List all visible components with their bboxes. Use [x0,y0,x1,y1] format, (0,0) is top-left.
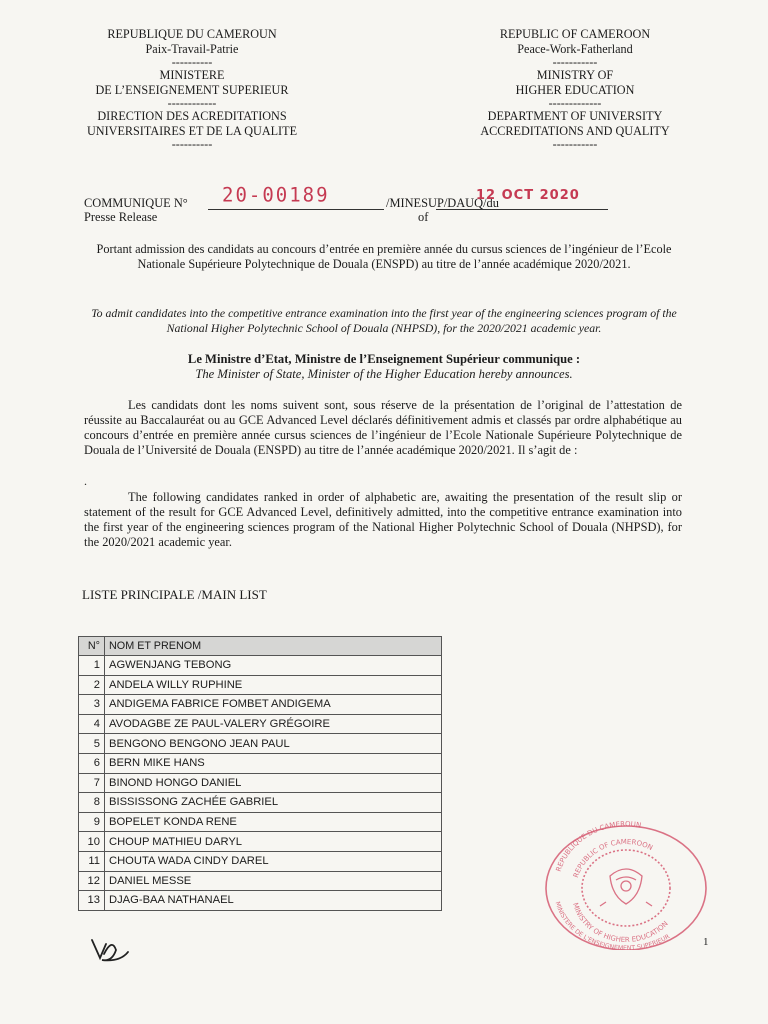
reference-mid-text: /MINESUP/DAUQ/du [386,196,499,210]
country-fr: REPUBLIQUE DU CAMEROUN [107,27,277,41]
department-en-line2: ACCREDITATIONS AND QUALITY [480,123,670,138]
ministry-fr-line1: MINISTERE [159,68,225,82]
row-number: 10 [79,832,105,852]
table-row [79,832,442,852]
row-number: 6 [79,753,105,773]
separator: ------------ [167,96,217,110]
header-left [62,27,322,150]
candidate-name: CHOUTA WADA CINDY DAREL [105,851,442,871]
row-number: 4 [79,714,105,734]
candidate-name: ANDIGEMA FABRICE FOMBET ANDIGEMA [105,695,442,715]
candidate-name: ANDELA WILLY RUPHINE [105,675,442,695]
date-stamp: 12 OCT 2020 [476,188,580,203]
row-number: 3 [79,695,105,715]
candidate-name: CHOUP MATHIEU DARYL [105,832,442,852]
reference-number-stamp: 20-00189 [222,183,330,207]
table-row [79,793,442,813]
bullet-dot: . [84,474,87,488]
minister-line-en: The Minister of State, Minister of the Higher Education hereby announces. [195,367,573,381]
candidate-name: BENGONO BENGONO JEAN PAUL [105,734,442,754]
separator: ----------- [552,137,598,151]
row-number: 9 [79,812,105,832]
candidate-name: DANIEL MESSE [105,871,442,891]
department-fr-line1: DIRECTION DES ACREDITATIONS [97,109,287,123]
table-row [79,734,442,754]
row-number: 11 [79,851,105,871]
separator: ------------- [548,96,602,110]
country-en: REPUBLIC OF CAMEROON [499,27,651,41]
table-row [79,695,442,715]
of-label: of [418,210,429,224]
table-row [79,675,442,695]
minister-line-fr: Le Ministre d’Etat, Ministre de l’Enseignement Supérieur communique : [187,352,581,366]
date-underline [436,209,608,210]
table-row [79,656,442,676]
candidate-name: AVODAGBE ZE PAUL-VALERY GRÉGOIRE [105,714,442,734]
communique-label: COMMUNIQUE N° [84,196,188,210]
row-number: 2 [79,675,105,695]
paragraph-french: Les candidats dont les noms suivent sont, sous réserve de la présentation de l’original de l’attestation de réussite au Baccalauréat ou au GCE Advanced Level déclarés définitivement admis et classés par ordre alphabétique au concours d’entrée en première année cursus sciences de l’ingénieur de l’Ecole Nationale Supérieure Polytechnique de Douala de l’Université de Douala (ENSPD) au titre de l’année académique 2020/2021. Il s’agit de : [84,398,682,457]
header-right [445,27,705,150]
candidate-name: BERN MIKE HANS [105,753,442,773]
table-row [79,753,442,773]
table-row [79,891,442,911]
list-title: LISTE PRINCIPALE /MAIN LIST [82,587,267,602]
handwritten-initials [86,930,136,972]
communique-reference [84,183,644,228]
column-header-name: NOM ET PRENOM [105,637,442,656]
motto-fr: Paix-Travail-Patrie [145,41,239,56]
title-french: Portant admission des candidats au concours d’entrée en première année du cursus sciences de l’ingénieur de l’Ecole Nationale Supérieure Polytechnique de Douala (ENSPD) au titre de l’année académique 2020/2021. [96,242,672,271]
svg-text:MINISTERE DE L'ENSEIGNEMENT SU: MINISTERE DE L'ENSEIGNEMENT SUPERIEUR [553,900,672,950]
row-number: 12 [79,871,105,891]
row-number: 13 [79,891,105,911]
minister-announcement [80,352,688,382]
svg-text:REPUBLIQUE DU CAMEROUN: REPUBLIQUE DU CAMEROUN [554,820,642,873]
title-english: To admit candidates into the competitive entrance examination into the first year of the engineering sciences program of the National Higher Polytechnic School of Douala (NHPSD), for the 2020/2021 academic year. [91,306,677,335]
table-row [79,773,442,793]
table-row [79,812,442,832]
candidate-name: BOPELET KONDA RENE [105,812,442,832]
table-row [79,851,442,871]
motto-en: Peace-Work-Fatherland [517,41,633,56]
ministry-en-line1: MINISTRY OF [536,68,614,82]
candidate-name: DJAG-BAA NATHANAEL [105,891,442,911]
number-underline [208,209,384,210]
department-en-line1: DEPARTMENT OF UNIVERSITY [487,109,663,123]
row-number: 5 [79,734,105,754]
candidates-table [78,636,442,911]
column-header-number: N° [79,637,105,656]
table-header-row [79,637,442,656]
coat-of-arms-icon [600,869,652,906]
candidate-name: BINOND HONGO DANIEL [105,773,442,793]
department-fr-line2: UNIVERSITAIRES ET DE LA QUALITE [86,123,298,138]
table-row [79,871,442,891]
separator: ---------- [171,137,213,151]
row-number: 8 [79,793,105,813]
page-number: 1 [703,936,709,948]
candidate-name: BISSISSONG ZACHÉE GABRIEL [105,793,442,813]
official-seal-stamp [540,818,712,950]
row-number: 1 [79,656,105,676]
table-row [79,714,442,734]
candidate-name: AGWENJANG TEBONG [105,656,442,676]
ministry-fr-line2: DE L’ENSEIGNEMENT SUPERIEUR [95,82,289,97]
row-number: 7 [79,773,105,793]
ministry-en-line2: HIGHER EDUCATION [515,82,635,97]
svg-text:MINISTRY OF HIGHER EDUCATION: MINISTRY OF HIGHER EDUCATION [571,901,670,945]
separator: ----------- [552,55,598,69]
separator: ---------- [171,55,213,69]
paragraph-english: The following candidates ranked in order of alphabetic are, awaiting the presentation of the result slip or statement of the result for GCE Advanced Level, definitively admitted, into the competitive entrance examination into the first year of the engineering sciences program of the National Higher Polytechnic School of Douala (NHPSD), for the 2020/2021 academic year. [84,490,682,549]
svg-text:REPUBLIC OF CAMEROON: REPUBLIC OF CAMEROON [571,837,655,879]
press-release-label: Presse Release [84,210,158,224]
